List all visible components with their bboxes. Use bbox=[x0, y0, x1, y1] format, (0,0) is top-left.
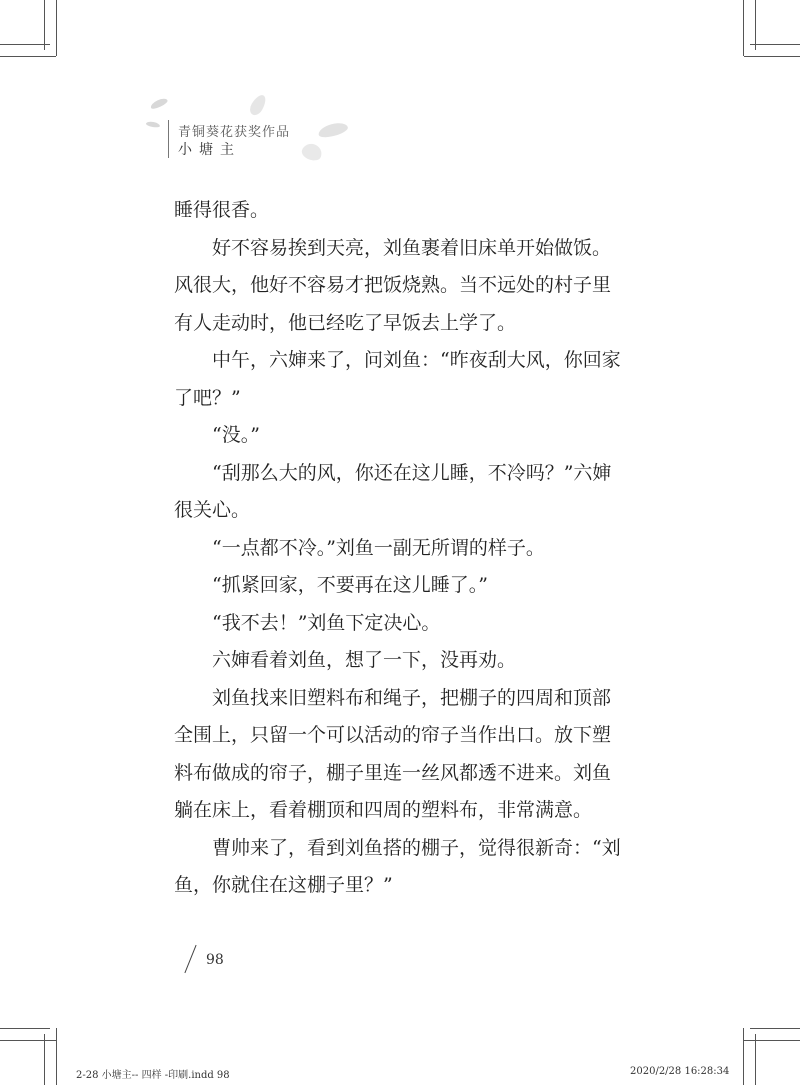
paragraph: “没。” bbox=[212, 424, 260, 446]
slug-timestamp: 2020/2/28 16:28:34 bbox=[630, 1066, 730, 1077]
paragraph: 中午，六婶来了，问刘鱼：“昨夜刮大风，你回家了吧？” bbox=[174, 349, 621, 409]
slug-filename: 2-28 小塘主-- 四样 -印刷.indd 98 bbox=[76, 1070, 230, 1081]
crop-mark bbox=[743, 0, 744, 56]
header-rule bbox=[168, 120, 169, 158]
paragraph: 曹帅来了，看到刘鱼搭的棚子，觉得很新奇：“刘鱼，你就住在这棚子里？” bbox=[174, 836, 621, 896]
book-title: 小塘主 bbox=[178, 142, 241, 158]
crop-mark bbox=[755, 0, 756, 50]
petal-decoration bbox=[317, 120, 349, 139]
folio-slash bbox=[184, 945, 196, 973]
crop-mark bbox=[755, 1034, 756, 1085]
paragraph: “一点都不冷。”刘鱼一副无所谓的样子。 bbox=[212, 536, 545, 559]
crop-mark bbox=[56, 0, 57, 56]
petal-decoration bbox=[247, 92, 268, 117]
crop-mark bbox=[44, 0, 45, 50]
petal-decoration bbox=[149, 97, 168, 111]
crop-mark bbox=[0, 44, 50, 45]
body-text bbox=[174, 192, 626, 905]
crop-mark bbox=[743, 1028, 744, 1085]
petal-decoration bbox=[146, 121, 161, 128]
crop-mark bbox=[0, 1040, 56, 1041]
series-title: 青铜葵花获奖作品 bbox=[178, 125, 291, 140]
paragraph: 刘鱼找来旧塑料布和绳子，把棚子的四周和顶部全围上，只留一个可以活动的帘子当作出口。放下塑料布做成的帘子，棚子里连一丝风都透不进来。刘鱼躺在床上，看着棚顶和四周的塑料布，非常满意。 bbox=[174, 686, 612, 821]
crop-mark bbox=[0, 1028, 50, 1029]
paragraph: 好不容易挨到天亮，刘鱼裹着旧床单开始做饭。风很大，他好不容易才把饭烧熟。当不远处的村子里有人走动时，他已经吃了早饭去上学了。 bbox=[174, 236, 612, 334]
page-number: 98 bbox=[206, 952, 224, 968]
paragraph: “我不去！”刘鱼下定决心。 bbox=[212, 611, 441, 634]
crop-mark bbox=[56, 1028, 57, 1085]
paragraph: “抓紧回家，不要再在这儿睡了。” bbox=[212, 574, 488, 596]
crop-mark bbox=[744, 56, 800, 57]
crop-mark bbox=[750, 1028, 800, 1029]
crop-mark bbox=[44, 1034, 45, 1085]
paragraph: 六婶看着刘鱼，想了一下，没再劝。 bbox=[212, 649, 517, 671]
crop-mark bbox=[750, 44, 800, 45]
crop-mark bbox=[744, 1040, 800, 1041]
paragraph: “刮那么大的风，你还在这儿睡，不冷吗？”六婶很关心。 bbox=[174, 461, 612, 521]
crop-mark bbox=[0, 56, 56, 57]
petal-decoration bbox=[300, 141, 324, 163]
paragraph: 睡得很香。 bbox=[174, 199, 270, 221]
